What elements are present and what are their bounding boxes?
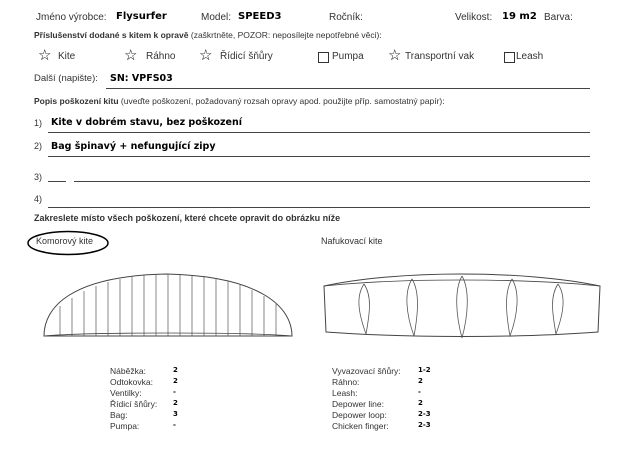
inflatable-kite-diagram[interactable] [318,262,608,348]
line-underline [48,207,590,208]
star-check-icon: ☆ [38,47,52,64]
accessory-label: Kite [58,51,76,62]
damage-text: Bag špinavý + nefungující zipy [51,141,216,152]
level-label: Bag: [110,410,128,420]
star-check-icon: ☆ [199,47,213,64]
size-value[interactable]: 19 m2 [502,11,537,22]
level-label: Ventilky: [110,388,142,398]
inflatable-kite-label: Nafukovací kite [321,236,383,246]
level-label: Depower line: [332,399,384,409]
other-label: Další (napište): [34,73,98,84]
empty-checkbox-icon [504,52,515,63]
line-underline [48,132,590,133]
level-value[interactable]: 2 [418,377,423,385]
level-label: Depower loop: [332,410,387,420]
damage-text: Kite v dobrém stavu, bez poškození [51,117,242,128]
level-value[interactable]: - [173,388,176,396]
manufacturer-value[interactable]: Flysurfer [116,11,167,22]
accessory-label: Ráhno [146,51,176,62]
level-value[interactable]: - [418,388,421,396]
line-number: 2) [34,141,43,151]
level-label: Náběžka: [110,366,146,376]
other-value[interactable]: SN: VPFS03 [110,73,173,84]
line-underline [48,181,66,182]
level-value[interactable]: 2 [418,399,423,407]
level-value[interactable]: 2 [173,399,178,407]
size-label: Velikost: [455,12,493,23]
level-value[interactable]: - [173,421,176,429]
accessories-note: (zaškrtněte, POZOR: neposílejte nepotřebné věci): [190,30,382,40]
level-value[interactable]: 2 [173,377,178,385]
year-label: Ročník: [329,12,363,23]
level-label: Odtokovka: [110,377,153,387]
color-label: Barva: [544,12,573,23]
line-number: 1) [34,118,43,128]
damage-note: (uveďte poškození, požadovaný rozsah opravy apod. použijte příp. samostatný papír): [120,96,445,106]
level-value[interactable]: 3 [173,410,178,418]
accessory-label: Leash [516,51,544,62]
level-value[interactable]: 1-2 [418,366,431,374]
star-check-icon: ☆ [388,47,402,64]
accessories-title: Příslušenství dodané s kitem k opravě [34,30,189,40]
other-underline [106,88,590,89]
manufacturer-label: Jméno výrobce: [36,12,107,23]
accessory-label: Pumpa [332,51,364,62]
accessories-heading [34,30,382,40]
level-label: Chicken finger: [332,421,389,431]
line-underline [48,156,590,157]
star-check-icon: ☆ [124,47,138,64]
level-label: Řídicí šňůry: [110,399,158,409]
foil-kite-diagram[interactable] [30,262,310,348]
line-number: 4) [34,194,43,204]
accessory-label: Řídicí šňůry [220,51,273,62]
foil-label-circle [26,229,110,257]
level-value[interactable]: 2-3 [418,421,431,429]
drawing-instruction: Zakreslete místo všech poškození, které chcete opravit do obrázku níže [34,213,341,223]
level-label: Vyvazovací šňůry: [332,366,401,376]
level-label: Leash: [332,388,358,398]
empty-checkbox-icon [318,52,329,63]
model-label: Model: [201,12,232,23]
model-value[interactable]: SPEED3 [238,11,282,22]
line-underline [74,181,590,182]
level-label: Pumpa: [110,421,140,431]
accessory-label: Transportní vak [405,51,475,62]
foil-kite-label: Komorový kite [36,236,94,246]
damage-heading [34,96,445,106]
level-value[interactable]: 2 [173,366,178,374]
line-number: 3) [34,172,43,182]
level-value[interactable]: 2-3 [418,410,431,418]
level-label: Ráhno: [332,377,360,387]
damage-title: Popis poškození kitu [34,96,119,106]
